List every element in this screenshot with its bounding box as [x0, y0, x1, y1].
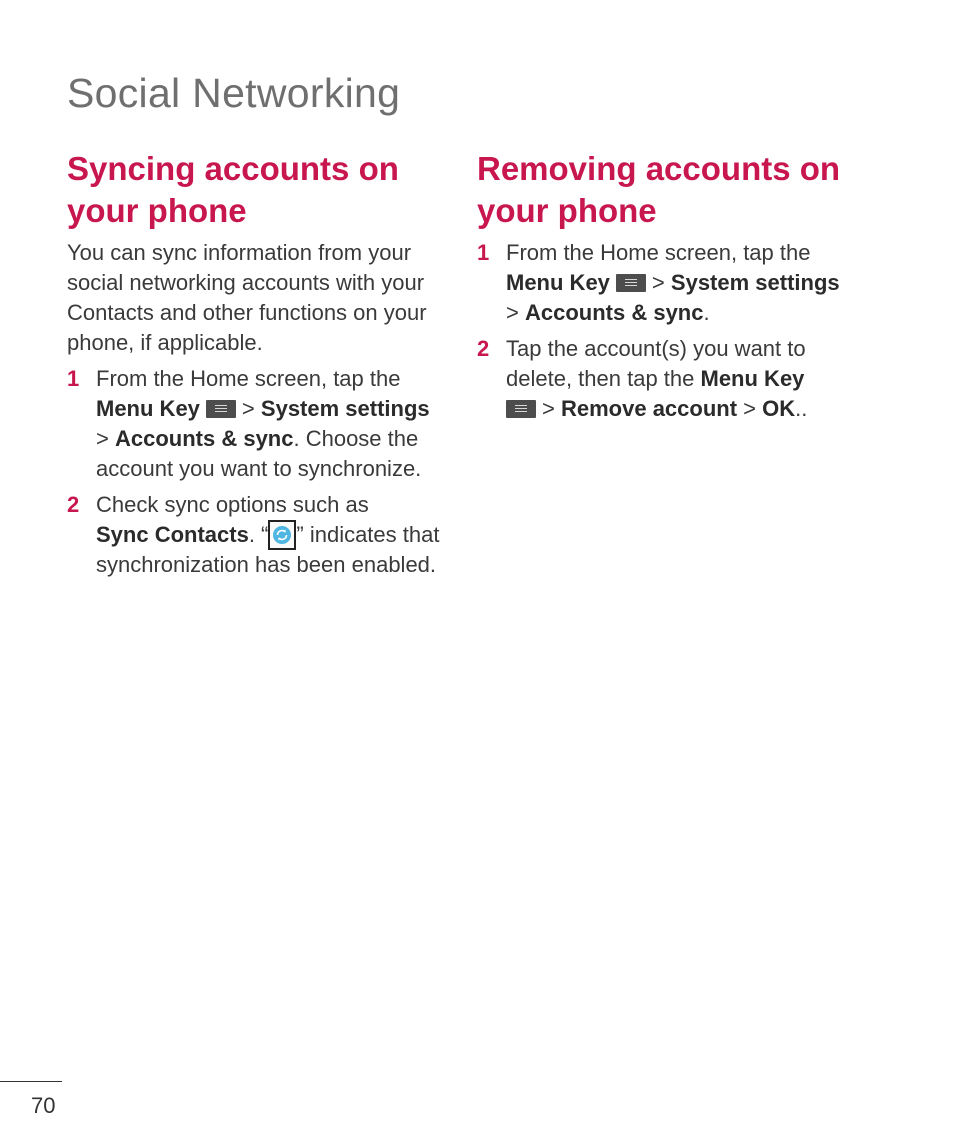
separator: > [743, 396, 757, 421]
remove-heading-line1: Removing accounts on [477, 150, 841, 187]
menu-key-label: Menu Key [96, 396, 200, 421]
sync-heading [67, 148, 447, 232]
separator: > [96, 426, 109, 451]
step-number: 2 [67, 492, 80, 517]
menu-key-icon [206, 400, 236, 418]
step-text: .. [795, 396, 808, 421]
step-text: From the Home screen, tap the [96, 366, 401, 391]
separator: > [651, 270, 665, 295]
system-settings-label: System settings [260, 396, 430, 421]
step-text: . “ [248, 522, 269, 547]
footer-rule [0, 1081, 62, 1082]
menu-key-label: Menu Key [700, 366, 805, 391]
accounts-sync-label: Accounts & sync [114, 426, 294, 451]
step-text: From the Home screen, tap the [506, 240, 811, 265]
sync-heading-line2: your phone [67, 192, 247, 229]
sync-contacts-label: Sync Contacts [96, 522, 249, 547]
page-number: 70 [31, 1093, 56, 1118]
sync-step-1 [67, 364, 447, 484]
menu-key-label: Menu Key [506, 270, 610, 295]
step-number: 2 [477, 336, 490, 361]
sync-icon [268, 520, 296, 550]
sync-intro: You can sync information from your social networking accounts with your Contacts and other functions on your phone, if applicable. [67, 240, 427, 355]
remove-step-1 [477, 238, 877, 328]
step-number: 1 [477, 240, 490, 265]
step-text: . Choose the account you want to synchronize. [96, 426, 422, 481]
menu-key-icon [616, 274, 646, 292]
accounts-sync-label: Accounts & sync [524, 300, 704, 325]
menu-key-icon [506, 400, 536, 418]
step-number: 1 [67, 366, 80, 391]
page-title: Social Networking [67, 70, 401, 116]
step-text: . [703, 300, 710, 325]
remove-section [477, 148, 877, 430]
sync-heading-line1: Syncing accounts on [67, 150, 399, 187]
sync-step-2 [67, 490, 447, 580]
ok-label: OK [762, 396, 796, 421]
separator: > [241, 396, 255, 421]
separator: > [542, 396, 555, 421]
remove-step-2 [477, 334, 877, 424]
sync-section [67, 148, 447, 586]
separator: > [506, 300, 519, 325]
system-settings-label: System settings [670, 270, 840, 295]
remove-heading [477, 148, 877, 232]
step-text: ” indicates that synchronization has been enabled. [96, 522, 440, 577]
step-text: Tap the account(s) you want to delete, then tap the [506, 336, 806, 391]
step-text: Check sync options such as [96, 492, 369, 517]
remove-heading-line2: your phone [477, 192, 657, 229]
remove-account-label: Remove account [560, 396, 738, 421]
